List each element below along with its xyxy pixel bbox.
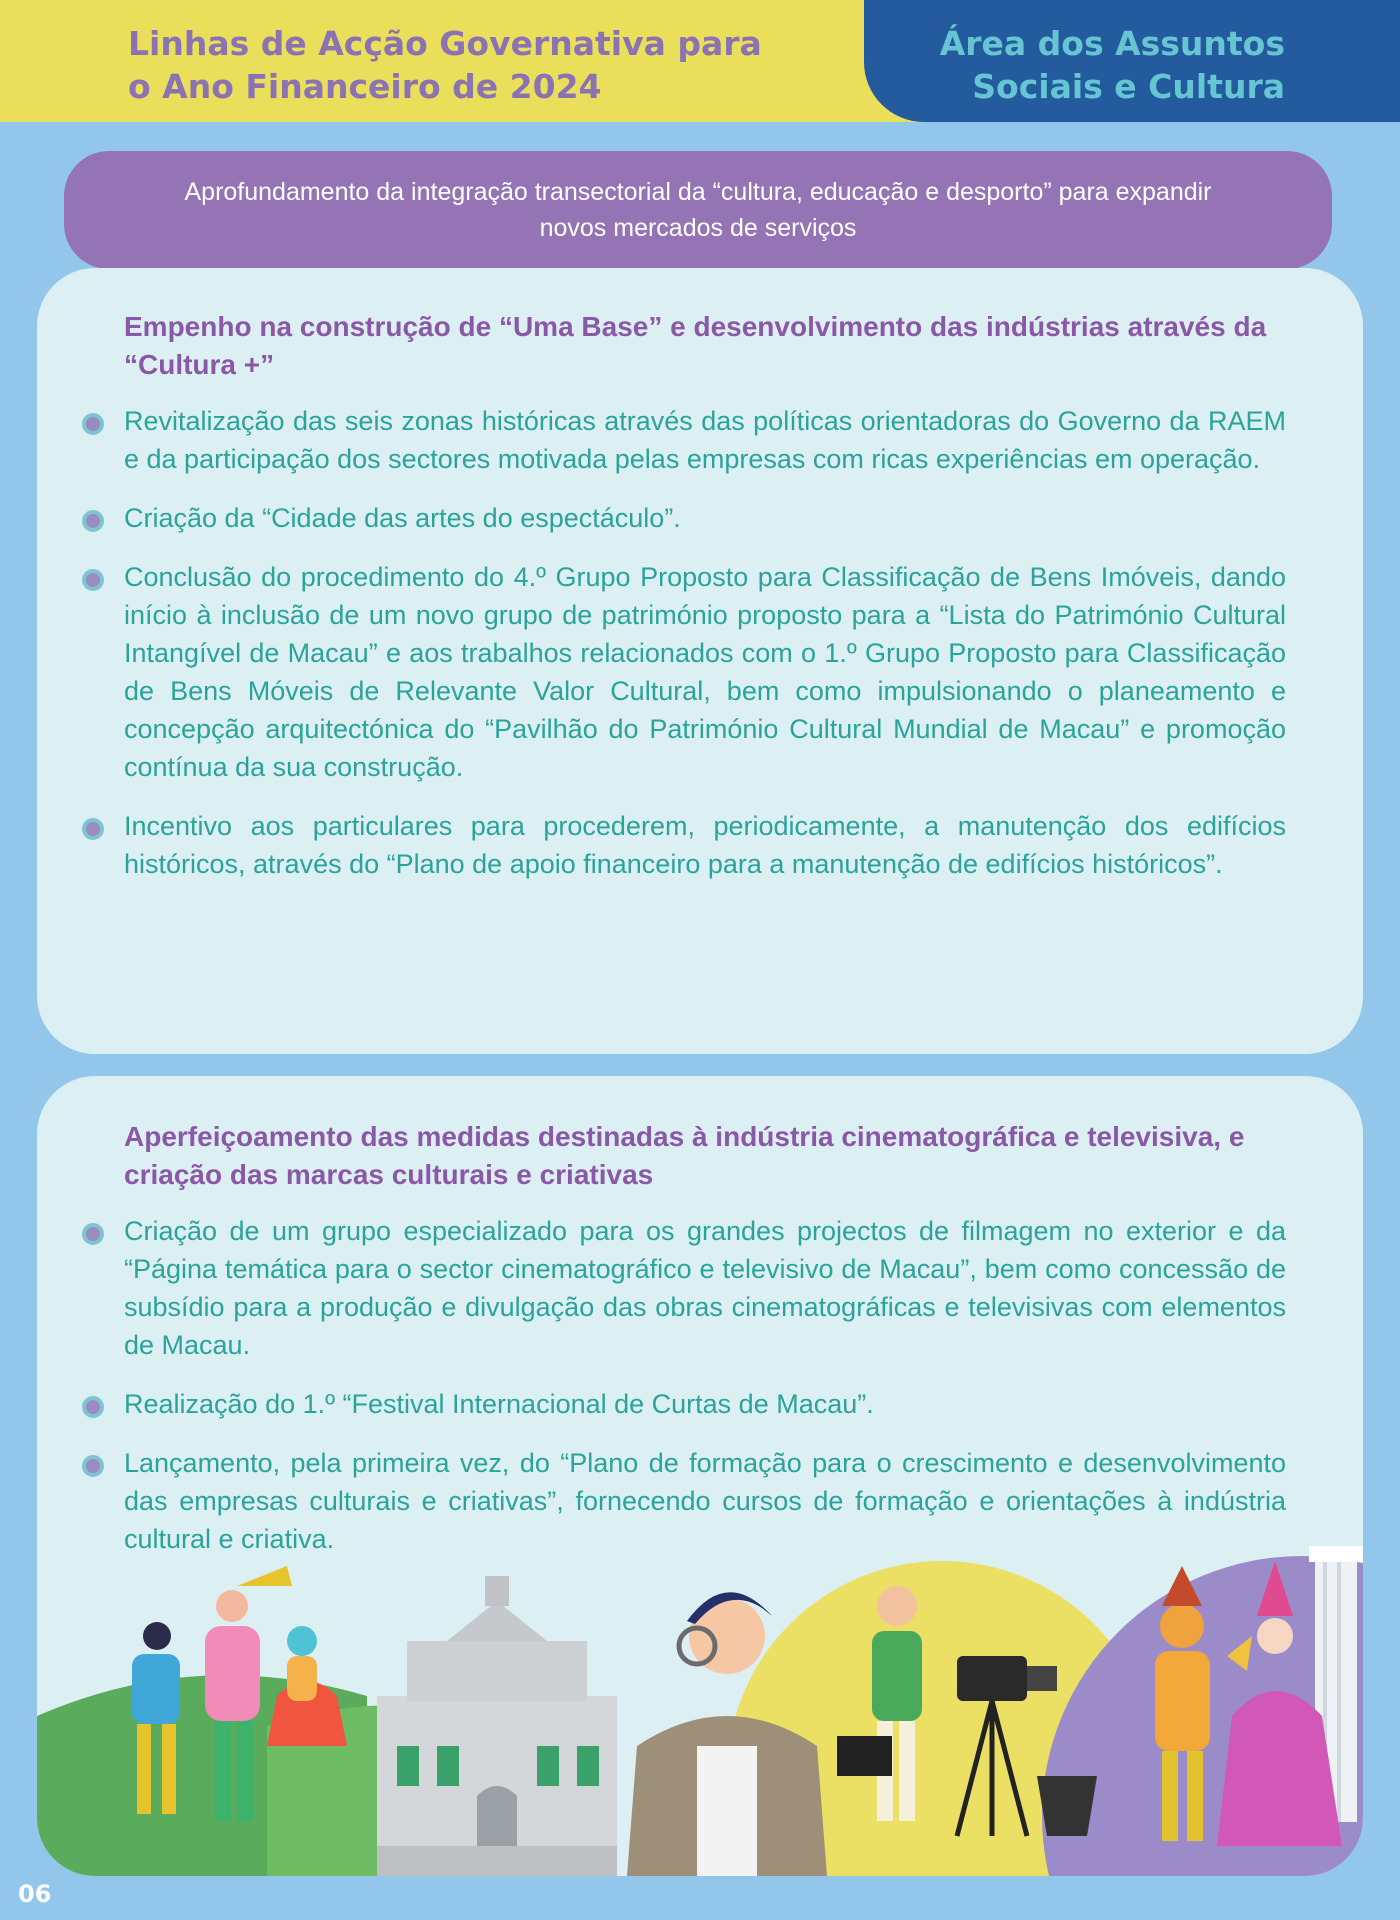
page-header [0,0,1400,122]
list-item [124,499,1286,537]
list-item-text: Lançamento, pela primeira vez, do “Plano de formação para o crescimento e desenvolvimento das empresas culturais e criativas”, fornecendo cursos de formação e orientações à indústria cultural e criativa. [124,1448,1286,1554]
bullet-icon [82,510,104,532]
list-item [124,1385,1286,1423]
area-label [940,22,1285,108]
section-title: Empenho na construção de “Uma Base” e desenvolvimento das indústrias através da “Cultura +” [124,311,1267,380]
list-item-text: Revitalização das seis zonas históricas através das políticas orientadoras do Governo da RAEM e da participação dos sectores motivada pelas empresas com ricas experiências em operação. [124,406,1286,474]
area-label-line1: Área dos Assuntos [939,24,1285,63]
section-card-culture [37,268,1363,1054]
list-item-text: Incentivo aos particulares para procederem, periodicamente, a manutenção dos edifícios históricos, através do “Plano de apoio financeiro para a manutenção de edifícios históricos”. [124,811,1286,879]
section-title: Aperfeiçoamento das medidas destinadas à indústria cinematográfica e televisiva, e criação das marcas culturais e criativas [124,1121,1245,1190]
document-title-line1: Linhas de Acção Governativa para [128,24,762,63]
bullet-list [124,1212,1286,1579]
bullet-icon [82,818,104,840]
list-item-text: Criação da “Cidade das artes do espectáculo”. [124,503,681,533]
list-item-text: Realização do 1.º “Festival Internacional de Curtas de Macau”. [124,1389,874,1419]
topic-banner-text: Aprofundamento da integração transectorial da “cultura, educação e desporto” para expandir novos mercados de serviços [184,178,1212,242]
bullet-icon [82,1396,104,1418]
bullet-list [124,402,1286,904]
list-item [124,1444,1286,1558]
list-item [124,558,1286,786]
section-card-cinema [37,1076,1363,1876]
bullet-icon [82,1455,104,1477]
list-item [124,807,1286,883]
document-title [128,22,762,108]
list-item-text: Criação de um grupo especializado para os grandes projectos de filmagem no exterior e da “Página temática para o sector cinematográfico e televisivo de Macau”, bem como concessão de subsídio para a produção e divulgação das obras cinematográficas e televisivas com elementos de Macau. [124,1216,1286,1360]
page-number: 06 [18,1880,52,1908]
list-item [124,1212,1286,1364]
area-label-line2: Sociais e Cultura [972,67,1285,106]
bullet-icon [82,569,104,591]
list-item-text: Conclusão do procedimento do 4.º Grupo Proposto para Classificação de Bens Imóveis, dando início à inclusão de um novo grupo de património proposto para a “Lista do Património Cultural Intangível de Macau” e aos trabalhos relacionados com o 1.º Grupo Proposto para Classificação de Bens Móveis de Relevante Valor Cultural, bem como impulsionando o planeamento e concepção arquitectónica do “Pavilhão do Património Cultural Mundial de Macau” e promoção contínua da sua construção. [124,562,1286,782]
area-label-box [864,0,1400,122]
ruins-of-st-paul-icon [377,1576,617,1876]
list-item [124,402,1286,478]
bullet-icon [82,413,104,435]
document-title-line2: o Ano Financeiro de 2024 [128,67,602,106]
topic-banner [64,151,1332,269]
culture-illustration [37,1546,1363,1876]
bullet-icon [82,1223,104,1245]
